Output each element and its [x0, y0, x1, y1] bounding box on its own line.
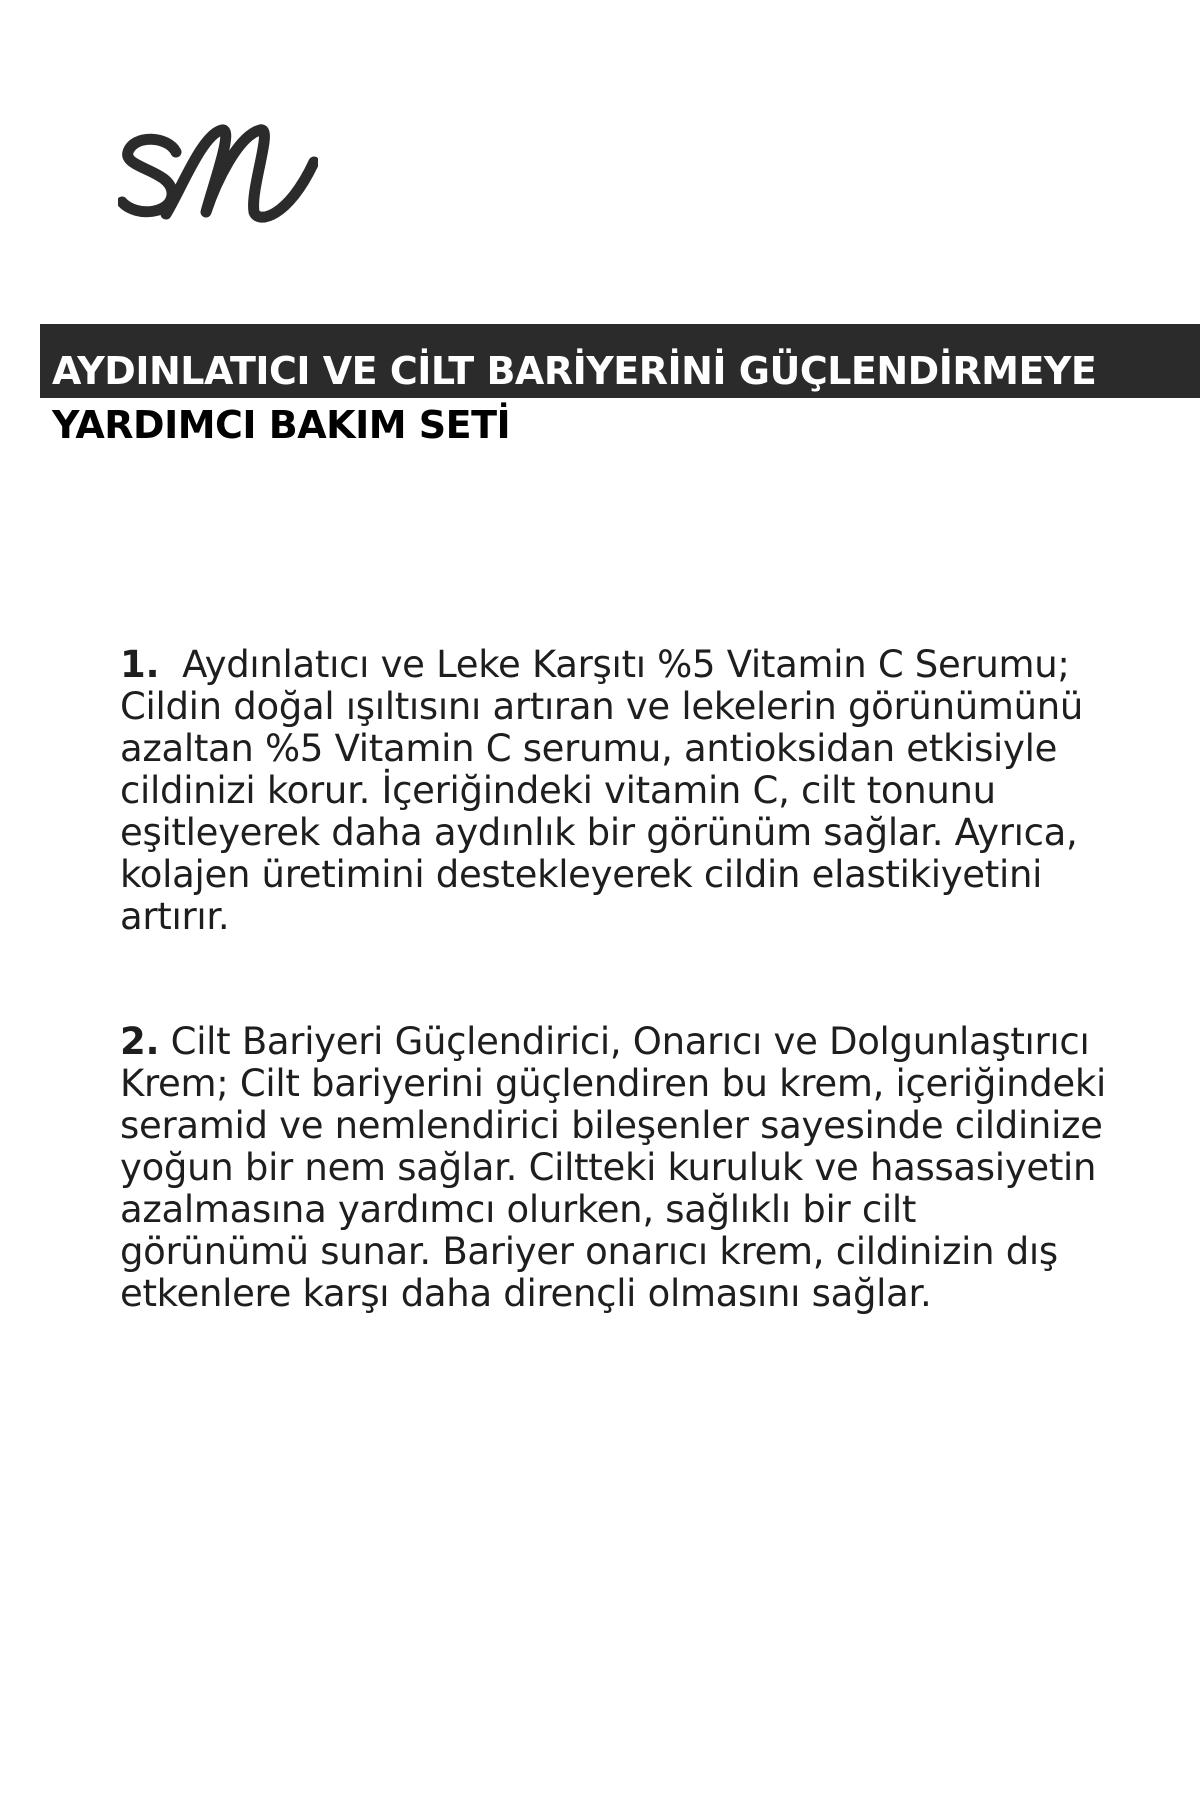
- brand-logo: [118, 122, 318, 228]
- page-title-line-2: YARDIMCI BAKIM SETİ: [52, 403, 511, 447]
- item-number: 1.: [120, 643, 160, 686]
- item-number: 2.: [120, 1020, 160, 1063]
- page-title-line-1: AYDINLATICI VE CİLT BARİYERİNİ GÜÇLENDİRMEYE: [52, 349, 1097, 393]
- item-text: Aydınlatıcı ve Leke Karşıtı %5 Vitamin C Serumu; Cildin doğal ışıltısını artıran ve lekelerin görünümünü azaltan %5 Vitamin C serumu, antioksidan etkisiyle cildinizi korur. İçeriğindeki vitamin C, cilt tonunu eşitleyerek daha aydınlık bir görünüm sağlar. Ayrıca, kolajen üretimini destekleyerek cildin elastikiyetini artırır.: [120, 643, 1084, 938]
- list-item: [120, 1021, 1110, 1315]
- list-item: [120, 644, 1110, 938]
- item-text: Cilt Bariyeri Güçlendirici, Onarıcı ve Dolgunlaştırıcı Krem; Cilt bariyerini güçlendiren bu krem, içeriğindeki seramid ve nemlendirici bileşenler sayesinde cildinize yoğun bir nem sağlar. Ciltteki kuruluk ve hassasiyetin azalmasına yardımcı olurken, sağlıklı bir cilt görünümü sunar. Bariyer onarıcı krem, cildinizin dış etkenlere karşı daha dirençli olmasını sağlar.: [120, 1020, 1106, 1315]
